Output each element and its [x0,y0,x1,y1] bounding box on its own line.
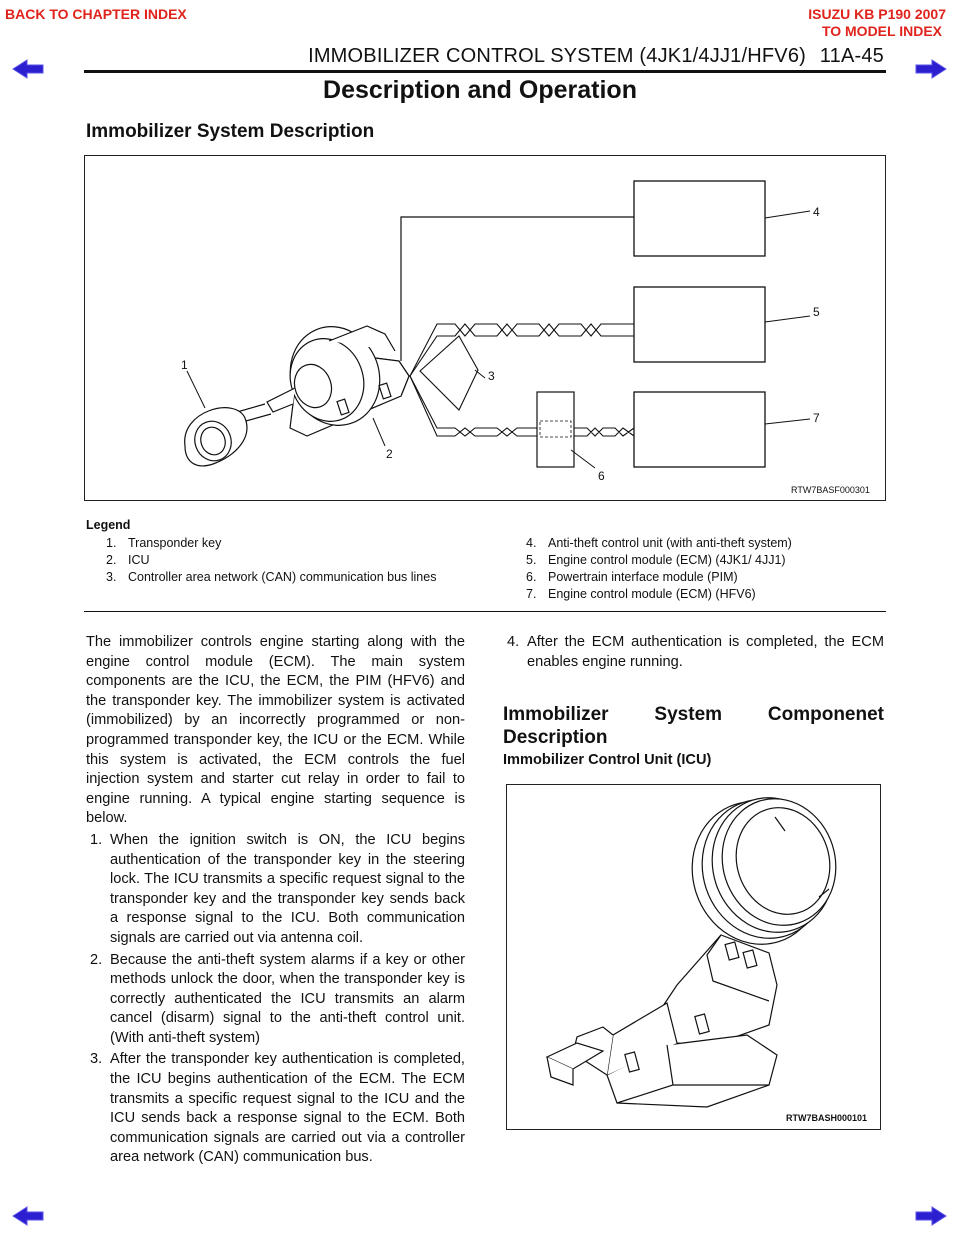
step-item: 3. After the transponder key authentication is completed, the ICU begins authentication of the ECM. The ECM transmits a specific request signal to the ICU and the ICU sends back a response signal to the ECM. Both communication signals are carried out via a controller area network (CAN) communication bus. [90,1051,465,1166]
arrow-left-icon[interactable] [11,1205,45,1227]
model-index-link[interactable]: TO MODEL INDEX [821,23,942,39]
anti-theft-unit-box [634,181,765,256]
legend-item: 4. Anti-theft control unit (with anti-theft system) [526,536,792,550]
section-heading: Immobilizer System Description [86,121,375,142]
pim-box [537,392,574,467]
step-item: 4. After the ECM authentication is completed, the ECM enables engine running. [507,634,884,670]
callout-6: 6 [598,469,605,483]
model-line-1[interactable]: ISUZU KB P190 2007 [808,6,946,22]
legend-item: 3. Controller area network (CAN) communication bus lines [106,570,437,584]
icu-figure [506,784,881,1130]
callout-1: 1 [181,358,188,372]
legend-item: 1. Transponder key [106,536,222,550]
page-title: Description and Operation [323,76,637,104]
system-diagram-drawing [85,156,885,500]
legend-item: 5. Engine control module (ECM) (4JK1/ 4JJ1) [526,553,786,567]
callout-4: 4 [813,205,820,219]
step-item: 2. Because the anti-theft system alarms if a key or other methods unlock the door, when the transponder key is correctly authenticated the ICU transmits an alarm cancel (disarm) signal to the anti-theft control unit. (With anti-theft system) [90,951,465,1046]
icu-and-key-drawing [185,314,409,466]
header-rule [84,70,886,73]
back-to-chapter-link[interactable]: BACK TO CHAPTER INDEX [5,6,187,22]
legend [86,517,886,534]
legend-rule [84,611,886,612]
header-title: IMMOBILIZER CONTROL SYSTEM (4JK1/4JJ1/HFV6) [308,45,807,67]
callout-5: 5 [813,305,820,319]
icu-figure-code: RTW7BASH000101 [786,1113,868,1123]
icu-subheading: Immobilizer Control Unit (ICU) [503,752,712,768]
ecm-hfv6-box [634,392,765,467]
icu-drawing [507,785,880,1129]
legend-left-column [106,535,466,586]
right-column [503,633,884,672]
legend-item: 2. ICU [106,553,150,567]
arrow-right-icon[interactable] [914,1205,948,1227]
ecm-box [634,287,765,362]
intro-paragraph: The immobilizer controls engine starting along with the engine control module (ECM). The main system components are the ICU, the ECM, the PIM (HFV6) and the transponder key. The immobilizer system is activated (immobilized) by an incorrectly programmed or non-programmed transponder key, the ICU or the ECM. While this system is activated, the ECM controls the fuel injection system and starter cut relay in order to fail to engine running. A typical engine starting sequence is below. [86,634,465,827]
running-header [308,45,884,68]
legend-item: 7. Engine control module (ECM) (HFV6) [526,587,756,601]
legend-title: Legend [86,518,131,532]
left-column [86,633,465,1168]
callout-3: 3 [488,369,495,383]
component-heading-line1: Immobilizer System Componenet Description [503,704,884,748]
callout-2: 2 [386,447,393,461]
callout-7: 7 [813,411,820,425]
header-page-number: 11A-45 [819,45,884,67]
system-diagram [84,155,886,501]
legend-right-column [526,535,886,603]
figure-code: RTW7BASF000301 [791,485,870,495]
legend-item: 6. Powertrain interface module (PIM) [526,570,738,584]
step-item: 1. When the ignition switch is ON, the ICU begins authentication of the transponder key in the steering lock. The ICU transmits a specific request signal to the transponder key and the transponder key sends back a response signal to the ICU. Both communication signals are carried out via antenna coil. [90,831,465,946]
